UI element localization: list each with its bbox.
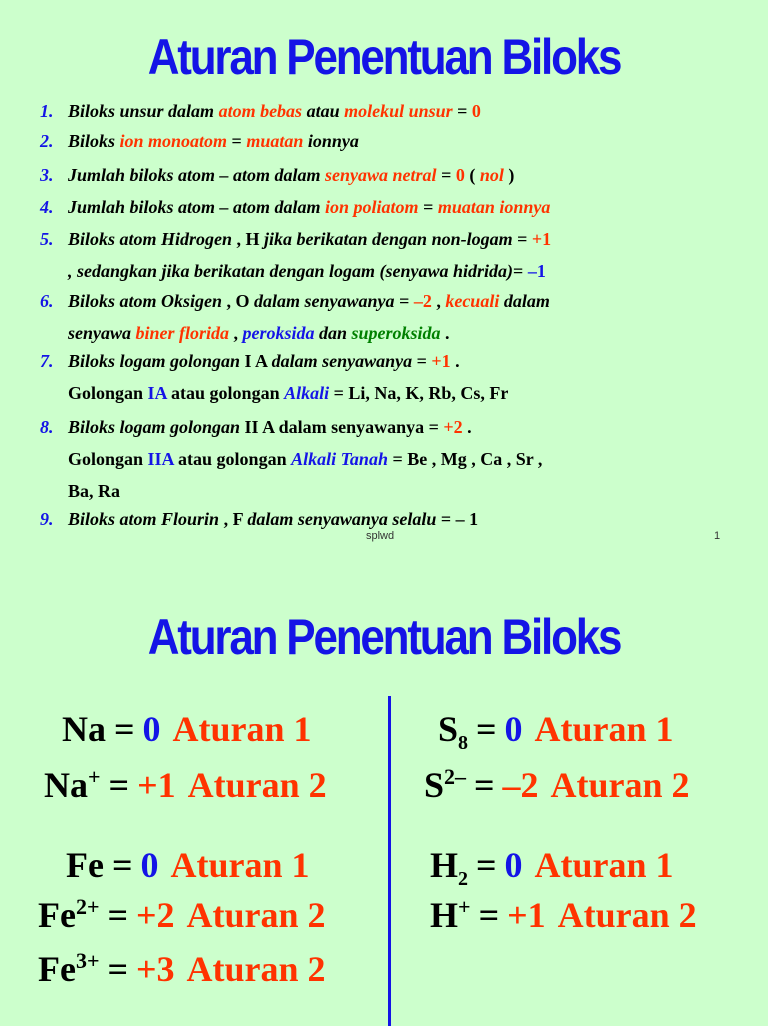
rule-text-segment: atau golongan [173,449,292,469]
rule-text-segment: , [229,323,243,343]
example-fe2 [38,894,326,936]
rule-body [68,192,750,222]
rule-text-segment: 0 [471,101,481,121]
rule-line [68,96,750,126]
rule-text-segment: ionnya [303,131,359,151]
rule-text-segment: Golongan [68,449,148,469]
equals-sign: = [476,845,497,885]
equals-sign: = [114,709,135,749]
rule-text-segment: –1 [527,261,546,281]
rule-text-segment: = [418,197,438,217]
rule-text-segment: kecuali [445,291,500,311]
rule-text-segment: . [440,323,450,343]
rule-body [68,346,750,408]
rule-number: 4. [40,197,54,217]
rule-text-segment: –2 [413,291,432,311]
rule-text-segment: Jumlah biloks atom – atom dalam [68,197,326,217]
rule-line [68,444,750,474]
rule-item-7 [40,346,750,408]
rule-reference: Aturan 1 [534,845,674,885]
example-fe3 [38,948,326,990]
rule-text-segment: = [436,165,456,185]
rule-line [68,286,750,316]
rule-text-segment: Biloks logam golongan [68,417,241,437]
rule-text-segment: I A [240,351,272,371]
rule-reference: Aturan 2 [186,949,326,989]
rule-text-segment: Biloks unsur dalam [68,101,219,121]
rule-text-segment: Biloks atom Oksigen [68,291,223,311]
rule-text-segment: +1 [531,229,552,249]
rule-text-segment: nol [479,165,504,185]
rule-text-segment: = [452,101,472,121]
charge-superscript: 2+ [75,894,100,919]
rule-text-segment: , H [232,229,265,249]
rule-text-segment: dalam senyawanya [254,291,395,311]
rule-text-segment: dalam [499,291,550,311]
rule-reference: Aturan 2 [550,765,690,805]
rule-number: 8. [40,417,54,437]
rule-number: 6. [40,291,54,311]
charge-superscript: + [88,764,101,789]
rule-line [68,346,750,376]
rule-body [68,286,750,348]
example-na [62,708,312,750]
equals-sign: = [107,949,129,989]
rule-text-segment: superoksida [351,323,441,343]
rule-text-segment: peroksida [242,323,315,343]
rule-text-segment: +1 [431,351,451,371]
equals-sign: = [478,895,500,935]
rule-reference: Aturan 1 [172,709,312,749]
rule-item-6 [40,286,750,348]
rule-line [68,126,750,156]
footer-author: splwd [366,530,395,542]
footer-page-number: 1 [714,530,721,542]
rule-reference: Aturan 1 [534,709,674,749]
example-na-ion [44,764,327,806]
rule-text-segment: . [450,351,460,371]
rule-text-segment: senyawa netral [325,165,437,185]
element-symbol: Fe [38,895,76,935]
rule-line [68,378,750,408]
subscript: 2 [458,868,469,891]
rule-reference: Aturan 1 [170,845,310,885]
rule-body [68,96,750,126]
equals-sign: = [111,845,133,885]
rule-line [68,504,750,534]
example-h-ion [430,894,697,936]
rule-text-segment: , F [219,509,248,529]
rule-number: 2. [40,131,54,151]
rule-item-9 [40,504,750,534]
rule-line [68,256,750,286]
slide-2 [0,556,768,1024]
rule-text-segment: II A dalam senyawanya = [240,417,444,437]
rule-item-3 [40,160,750,190]
rule-text-segment: , sedangkan jika berikatan dengan logam (senyawa hidrida) [68,261,514,281]
rule-text-segment: Ba, Ra [68,481,121,501]
example-s8 [438,708,674,755]
rule-line [68,476,750,506]
subscript: 8 [458,732,469,755]
oxidation-value: +1 [507,895,546,935]
element-symbol: S [438,709,459,749]
example-h2 [430,844,674,891]
rule-body [68,412,750,506]
rule-text-segment: Golongan [68,383,148,403]
rule-text-segment: +2 [443,417,463,437]
rule-text-segment: ( [464,165,480,185]
rule-line [68,192,750,222]
rule-text-segment: ion monoatom [119,131,228,151]
rule-line [68,412,750,442]
rule-text-segment: Alkali [284,383,330,403]
rule-text-segment: IIA [147,449,174,469]
rule-text-segment: = [412,351,432,371]
element-symbol: Fe [38,949,76,989]
rule-text-segment: atau golongan [166,383,285,403]
rule-body [68,504,750,534]
column-divider [388,696,391,1026]
rule-line [68,224,750,254]
rule-text-segment: ion poliatom [325,197,419,217]
rule-item-8 [40,412,750,506]
rule-text-segment: dalam senyawanya [271,351,413,371]
equals-sign: = [474,765,495,805]
oxidation-value: +2 [136,895,175,935]
oxidation-value: 0 [504,709,523,749]
rule-text-segment: molekul unsur [344,101,453,121]
rule-item-4 [40,192,750,222]
charge-superscript: + [458,894,471,919]
oxidation-value: +1 [137,765,176,805]
rule-text-segment: Jumlah biloks atom – atom dalam [68,165,326,185]
slide-2-title: Aturan Penentuan Biloks [147,609,621,665]
equals-sign: = [476,709,497,749]
rule-text-segment: Biloks atom Flourin [68,509,220,529]
rule-text-segment: Alkali Tanah [291,449,388,469]
rule-text-segment: Biloks logam golongan [68,351,241,371]
rule-text-segment: Biloks [68,131,120,151]
rule-text-segment: ) [503,165,515,185]
rule-text-segment: muatan [246,131,304,151]
rule-reference: Aturan 2 [186,895,326,935]
rule-item-1 [40,96,750,126]
element-symbol: S [424,765,445,805]
example-s2 [424,764,690,806]
oxidation-value: +3 [136,949,175,989]
oxidation-value: –2 [502,765,539,805]
rule-text-segment: = [227,131,247,151]
rule-text-segment: 0 [455,165,465,185]
rule-text-segment: , [431,291,446,311]
rule-number: 7. [40,351,54,371]
oxidation-value: 0 [504,845,523,885]
oxidation-value: 0 [142,709,161,749]
rule-text-segment: muatan ionnya [437,197,551,217]
rule-text-segment: dalam senyawanya selalu [247,509,437,529]
rule-number: 1. [40,101,54,121]
rule-text-segment: = [394,291,414,311]
rule-text-segment: dan [314,323,352,343]
element-symbol: Na [44,765,88,805]
rule-line [68,318,750,348]
rule-text-segment: = [513,261,528,281]
rule-text-segment: = [512,229,532,249]
rule-text-segment: jika berikatan dengan non-logam [264,229,513,249]
rule-text-segment: biner florida [135,323,230,343]
rule-text-segment: = Li, Na, K, Rb, Cs, Fr [329,383,509,403]
element-symbol: Fe [66,845,104,885]
rule-text-segment: = – 1 [436,509,479,529]
rule-text-segment: . [462,417,472,437]
element-symbol: H [430,845,459,885]
rule-text-segment: senyawa [68,323,136,343]
rule-text-segment: IA [147,383,167,403]
charge-superscript: 2– [444,764,467,789]
rule-item-2 [40,126,750,156]
rule-text-segment: , O [222,291,255,311]
rule-line [68,160,750,190]
rule-number: 9. [40,509,54,529]
equals-sign: = [107,895,129,935]
element-symbol: H [430,895,459,935]
rule-body [68,224,750,286]
rule-number: 3. [40,165,54,185]
rule-item-5 [40,224,750,286]
rule-body [68,126,750,156]
element-symbol: Na [62,709,106,749]
rule-body [68,160,750,190]
rule-number: 5. [40,229,54,249]
oxidation-value: 0 [140,845,159,885]
rule-text-segment: atom bebas [218,101,303,121]
equals-sign: = [108,765,130,805]
rule-reference: Aturan 2 [187,765,327,805]
example-fe [66,844,310,886]
slide-1-title: Aturan Penentuan Biloks [147,29,621,85]
rule-reference: Aturan 2 [557,895,697,935]
charge-superscript: 3+ [75,948,100,973]
rule-text-segment: atau [302,101,345,121]
rule-text-segment: = Be , Mg , Ca , Sr , [387,449,543,469]
rule-text-segment: Biloks atom Hidrogen [68,229,233,249]
